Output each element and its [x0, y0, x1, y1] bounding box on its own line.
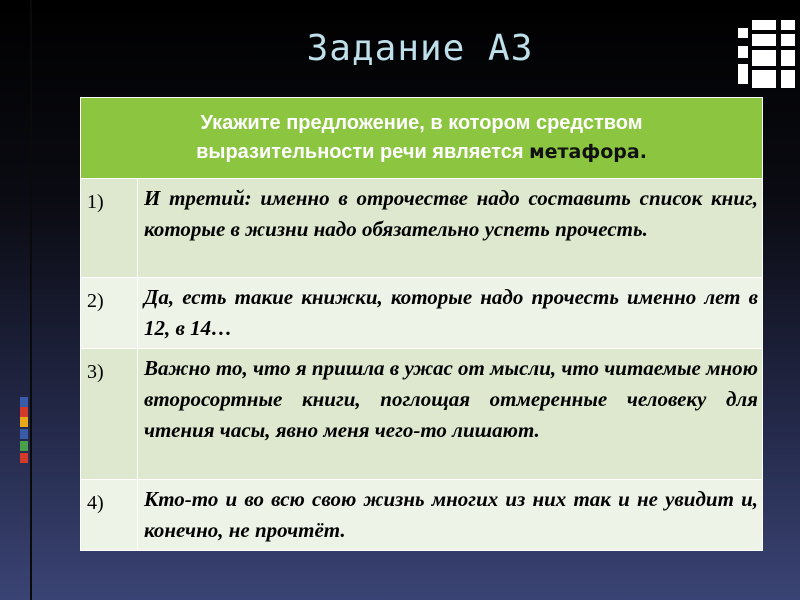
- row-text: Кто-то и во всю свою жизнь многих из них так и не увидит и, конечно, не прочтёт.: [138, 480, 763, 551]
- instruction-emphasis: метафора.: [529, 141, 647, 163]
- instruction-cell: [81, 98, 763, 179]
- slide-title: Задание А3: [306, 28, 534, 69]
- row-text: Важно то, что я пришла в ужас от мысли, что читаемые мною второсортные книги, поглощая отмеренные человеку для чтения часы, явно меня чего-то лишают.: [138, 349, 763, 480]
- table-row: [81, 179, 763, 278]
- left-divider-line: [30, 0, 32, 600]
- table-row: [81, 349, 763, 480]
- table-row: [81, 278, 763, 349]
- row-number: 1): [81, 179, 138, 278]
- task-table: [80, 97, 763, 551]
- colored-bar-decoration-icon: [20, 397, 30, 463]
- table-header-row: [81, 98, 763, 179]
- row-text: И третий: именно в отрочестве надо составить список книг, которые в жизни надо обязательно успеть прочесть.: [138, 179, 763, 278]
- row-number: 3): [81, 349, 138, 480]
- row-text: Да, есть такие книжки, которые надо прочесть именно лет в 12, в 14…: [138, 278, 763, 349]
- row-number: 2): [81, 278, 138, 349]
- row-number: 4): [81, 480, 138, 551]
- instruction-text: Укажите предложение, в котором средством выразительности речи является: [196, 112, 643, 163]
- table-row: [81, 480, 763, 551]
